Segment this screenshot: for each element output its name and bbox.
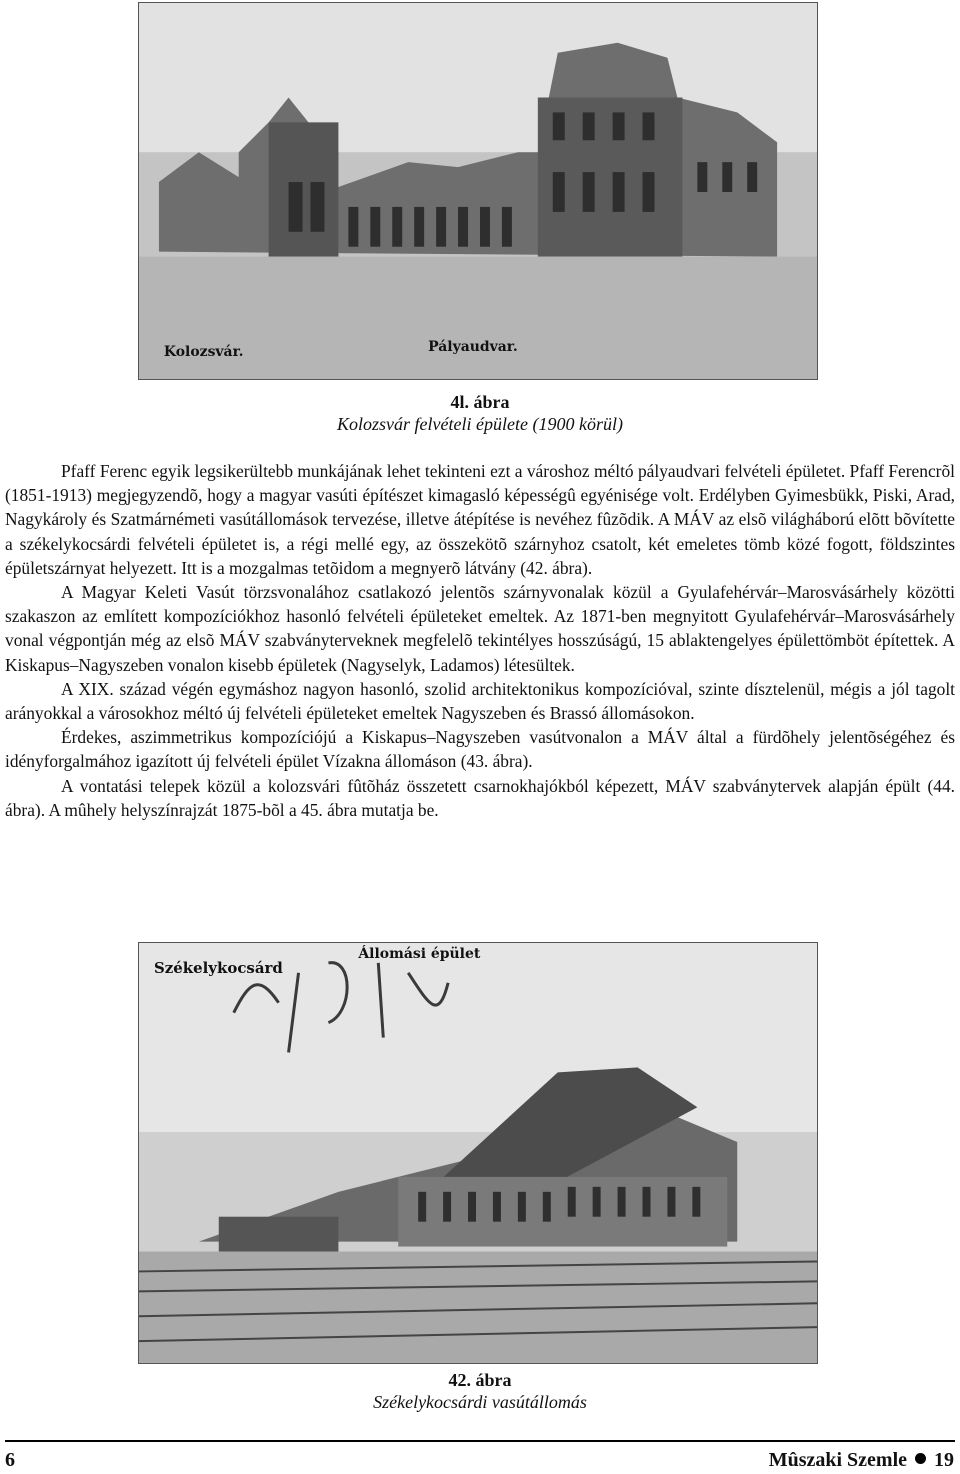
figure-42-title: Székelykocsárdi vasútállomás	[373, 1392, 587, 1412]
page-number-left: 6	[5, 1449, 15, 1471]
figure-42-photo	[138, 942, 818, 1364]
figure-41-photo-label-right: Pályaudvar.	[428, 339, 518, 356]
figure-42-number: 42. ábra	[448, 1370, 512, 1390]
page-number-right: 19	[934, 1449, 954, 1471]
figure-41-title: Kolozsvár felvételi épülete (1900 körül)	[337, 414, 623, 434]
figure-42-photo-label-left: Székelykocsárd	[153, 958, 283, 977]
figure-41-number: 4l. ábra	[450, 392, 510, 412]
journal-name: Mûszaki Szemle	[768, 1449, 907, 1471]
paragraph: A XIX. század végén egymáshoz nagyon hasonló, szolid architektonikus kompozícióval, szinte dísztelenül, mégis a jól tagolt arányokkal a városokhoz méltó új felvételi épületeket emeltek Nagyszeben és Brassó állomásokon.	[5, 678, 955, 724]
figure-42-photo-label-right: Állomási épület	[358, 945, 481, 962]
paragraph: A Magyar Keleti Vasút törzsvonalához csatlakozó jelentõs szárnyvonalak közül a Gyulafehérvár–Marosvásárhely közötti szakaszon az említett kompozíciókhoz hasonló felvételi épületeket emeltek. Az 1871-ben megnyitott Gyulafehérvár–Marosvásárhely vonal végpontján még az elsõ MÁV szabványterveknek megfelelõ tekintélyes hosszúságú, 15 ablaktengelyes épülettömböt építettek. A Kiskapus–Nagyszeben vonalon kisebb épületek (Nagyselyk, Ladamos) létesültek.	[5, 582, 955, 675]
figure-41-photo	[138, 2, 818, 380]
figure-41-photo-label-left: Kolozsvár.	[163, 344, 244, 361]
body-text	[5, 459, 955, 822]
footer-journal	[769, 1449, 954, 1472]
paragraph: A vontatási telepek közül a kolozsvári fûtõház összetett csarnokhajókból képezett, MÁV szabványtervek alapján épült (44. ábra). A mûhely helyszínrajzát 1875-bõl a 45. ábra mutatja be.	[5, 775, 955, 820]
footer-rule	[5, 1440, 955, 1442]
paragraph: Pfaff Ferenc egyik legsikerültebb munkájának lehet tekinteni ezt a városhoz méltó pályaudvari felvételi épületet. Pfaff Ferencrõl (1851-1913) megjegyzendõ, hogy a magyar vasúti építészet kimagasló képességû egyénisége volt. Erdélyben Gyimesbükk, Piski, Arad, Nagykároly és Szatmárnémeti vasútállomások tervezése, illetve átépítése is nevéhez fûzõdik. A MÁV az elsõ világháború elõtt bõvítette a székelykocsárdi felvételi épületet is, a régi mellé egy, az összekötõ szárnyhoz csatolt, két emeletes tömb közé fogott, földszintes épületszárnyat helyezett. Itt is a mozgalmas tetõidom a megnyerõ látvány (42. ábra).	[5, 461, 955, 578]
paragraph: Érdekes, aszimmetrikus kompozíciójú a Kiskapus–Nagyszeben vasútvonalon a MÁV által a fürdõhely jelentõségéhez és idényforgalmához igazított új felvételi épület Vízakna állomáson (43. ábra).	[5, 727, 955, 772]
bullet-icon	[915, 1453, 926, 1464]
